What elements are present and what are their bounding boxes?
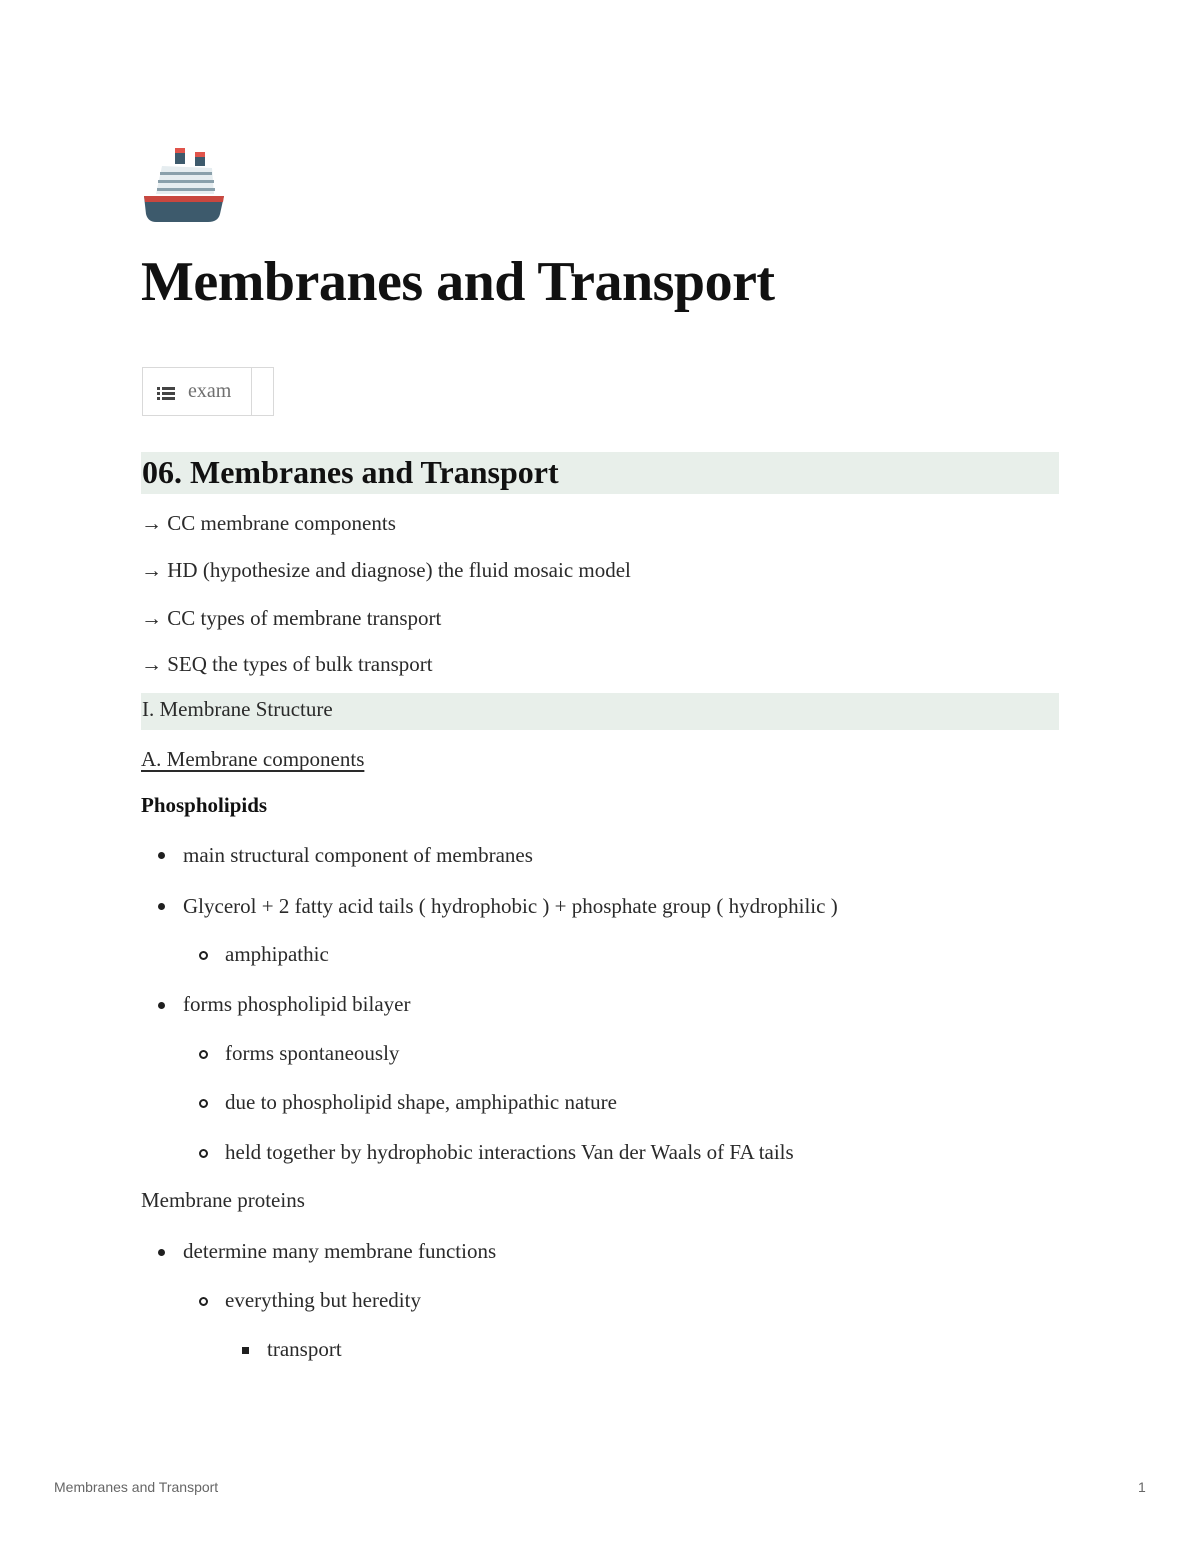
bullet-circle [199, 1099, 208, 1108]
part-heading-block [141, 693, 1059, 730]
list-item: forms spontaneously [225, 1041, 400, 1065]
ship-icon [142, 146, 226, 226]
list-item: amphipathic [225, 942, 329, 966]
objective-line: → CC types of membrane transport [141, 606, 442, 630]
bullet-dot [158, 1249, 165, 1256]
objective-line: → CC membrane components [141, 511, 396, 535]
objective-line: → HD (hypothesize and diagnose) the fluid mosaic model [141, 558, 631, 582]
list-item: due to phospholipid shape, amphipathic nature [225, 1090, 617, 1114]
list-icon [157, 386, 175, 400]
phospholipids-title: Phospholipids [141, 793, 268, 817]
list-item: determine many membrane functions [183, 1239, 497, 1263]
bullet-square [242, 1347, 249, 1354]
list-item: transport [267, 1337, 342, 1361]
section-heading-block [141, 452, 1059, 494]
bullet-dot [158, 852, 165, 859]
bullet-circle [199, 951, 208, 960]
tag-value[interactable]: exam [188, 380, 232, 402]
list-item: held together by hydrophobic interactions Van der Waals of FA tails [225, 1140, 794, 1164]
bullet-circle [199, 1149, 208, 1158]
subheading: A. Membrane components [141, 747, 365, 771]
page-title: Membranes and Transport [141, 251, 775, 313]
list-item: Glycerol + 2 fatty acid tails ( hydrophobic ) + phosphate group ( hydrophilic ) [183, 894, 838, 918]
list-item: forms phospholipid bilayer [183, 992, 411, 1016]
tags-property[interactable] [142, 367, 274, 416]
list-item: everything but heredity [225, 1288, 421, 1312]
bullet-circle [199, 1050, 208, 1059]
bullet-dot [158, 1002, 165, 1009]
objective-line: → SEQ the types of bulk transport [141, 652, 433, 676]
proteins-title: Membrane proteins [141, 1188, 305, 1212]
part-heading: I. Membrane Structure [142, 697, 333, 721]
section-heading: 06. Membranes and Transport [142, 454, 559, 490]
bullet-circle [199, 1297, 208, 1306]
footer-page-number: 1 [1138, 1479, 1146, 1495]
list-item: main structural component of membranes [183, 843, 533, 867]
property-divider [251, 368, 252, 415]
footer-doc-title: Membranes and Transport [54, 1479, 219, 1495]
bullet-dot [158, 903, 165, 910]
